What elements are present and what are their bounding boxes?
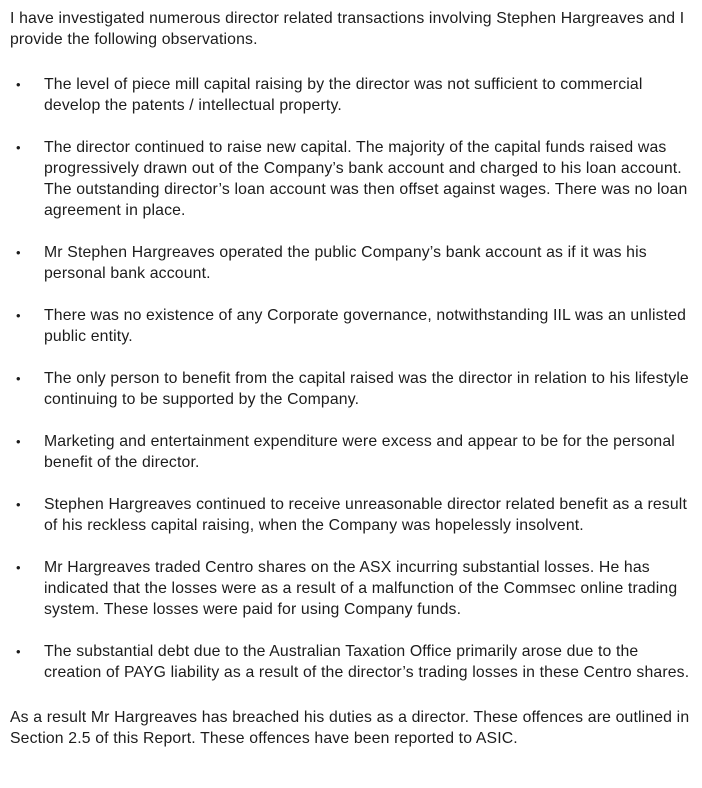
bullet-text: There was no existence of any Corporate governance, notwithstanding IIL was an unlisted public entity. xyxy=(44,307,687,345)
list-item xyxy=(10,641,694,683)
bullet-icon: • xyxy=(16,308,21,323)
bullet-text: The only person to benefit from the capital raised was the director in relation to his lifestyle continuing to be supported by the Company. xyxy=(44,370,689,408)
bullet-icon: • xyxy=(16,371,21,386)
intro-paragraph: I have investigated numerous director related transactions involving Stephen Hargreaves and I provide the following observations. xyxy=(10,10,685,48)
observations-list xyxy=(10,74,694,683)
bullet-text: The level of piece mill capital raising by the director was not sufficient to commercial develop the patents / intellectual property. xyxy=(44,76,643,114)
list-item xyxy=(10,494,694,536)
list-item xyxy=(10,368,694,410)
closing-paragraph: As a result Mr Hargreaves has breached his duties as a director. These offences are outlined in Section 2.5 of this Report. These offences have been reported to ASIC. xyxy=(10,709,690,747)
list-item xyxy=(10,137,694,221)
bullet-icon: • xyxy=(16,140,21,155)
bullet-text: The substantial debt due to the Australian Taxation Office primarily arose due to the creation of PAYG liability as a result of the director’s trading losses in these Centro shares. xyxy=(44,643,690,681)
bullet-icon: • xyxy=(16,560,21,575)
bullet-icon: • xyxy=(16,245,21,260)
bullet-icon: • xyxy=(16,644,21,659)
list-item xyxy=(10,557,694,620)
bullet-icon: • xyxy=(16,497,21,512)
bullet-text: Stephen Hargreaves continued to receive unreasonable director related benefit as a result of his reckless capital raising, when the Company was hopelessly insolvent. xyxy=(44,496,687,534)
list-item xyxy=(10,305,694,347)
bullet-text: Marketing and entertainment expenditure were excess and appear to be for the personal benefit of the director. xyxy=(44,433,675,471)
bullet-icon: • xyxy=(16,77,21,92)
bullet-text: The director continued to raise new capital. The majority of the capital funds raised was progressively drawn out of the Company’s bank account and charged to his loan account. The outstanding director’s loan account was then offset against wages. There was no loan agreement in place. xyxy=(44,139,688,219)
bullet-text: Mr Hargreaves traded Centro shares on the ASX incurring substantial losses. He has indicated that the losses were as a result of a malfunction of the Commsec online trading system. These losses were paid for using Company funds. xyxy=(44,559,678,618)
list-item xyxy=(10,242,694,284)
bullet-icon: • xyxy=(16,434,21,449)
list-item xyxy=(10,74,694,116)
bullet-text: Mr Stephen Hargreaves operated the public Company’s bank account as if it was his personal bank account. xyxy=(44,244,647,282)
list-item xyxy=(10,431,694,473)
